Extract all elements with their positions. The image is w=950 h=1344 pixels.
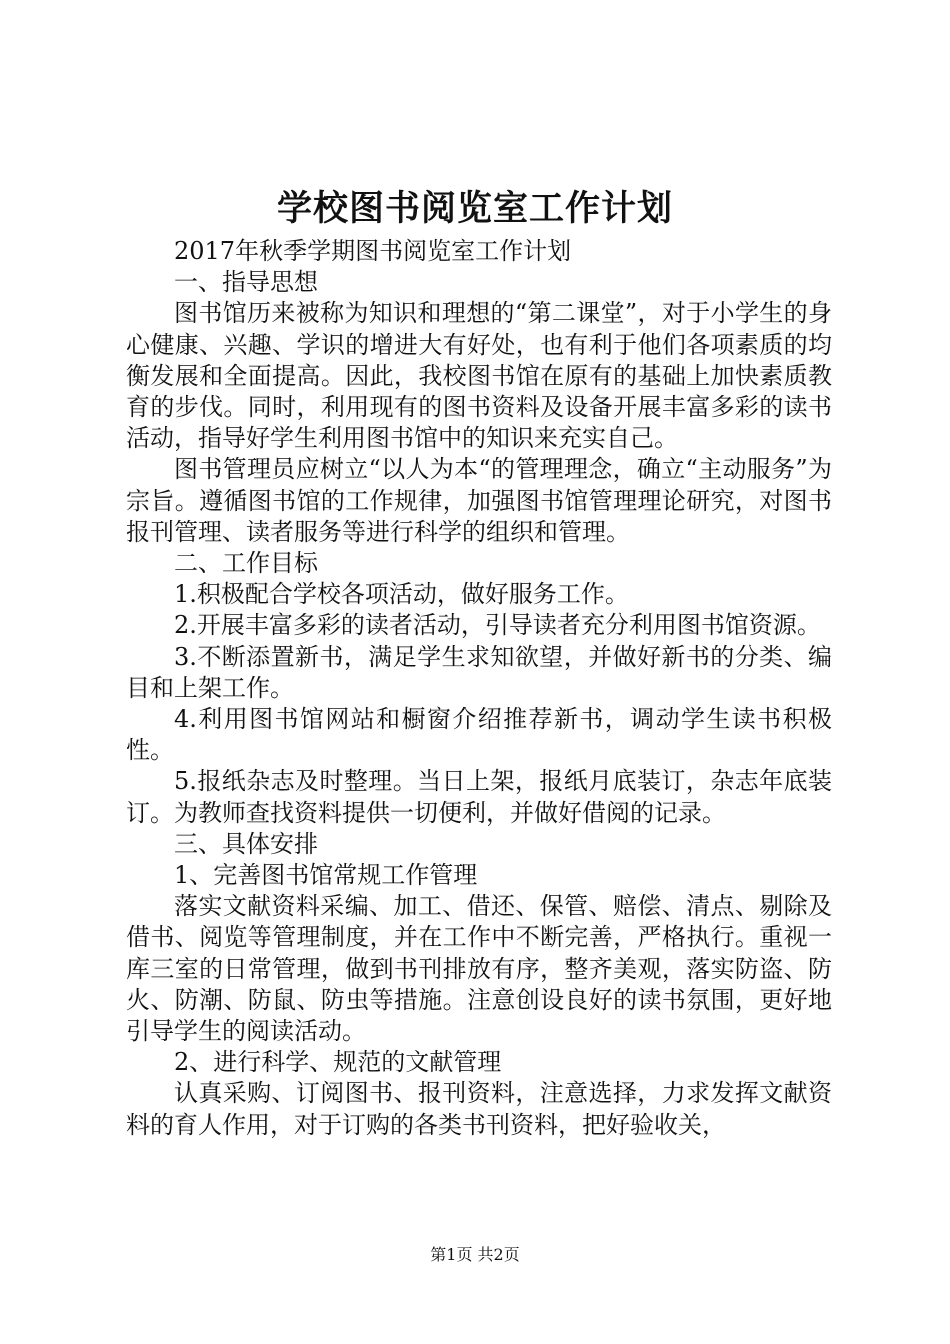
section-heading: 一、指导思想 xyxy=(174,268,318,297)
document-title: 学校图书阅览室工作计划 xyxy=(276,188,673,229)
list-item: 2.开展丰富多彩的读者活动，引导读者充分利用图书馆资源。 xyxy=(174,611,821,640)
list-item: 4.利用图书馆网站和橱窗介绍推荐新书，调动学生读书积极性。 xyxy=(126,705,832,765)
subtitle-paragraph: 2017年秋季学期图书阅览室工作计划 xyxy=(174,237,572,265)
page-number-footer: 第1页 共2页 xyxy=(430,1245,520,1264)
body-paragraph: 落实文献资料采编、加工、借还、保管、赔偿、清点、剔除及借书、阅览等管理制度，并在工作中不断完善，严格执行。重视一库三室的日常管理，做到书刊排放有序，整齐美观，落实防盗、防火、防潮、防鼠、防虫等措施。注意创设良好的读书氛围，更好地引导学生的阅读活动。 xyxy=(126,892,832,1046)
body-paragraph: 认真采购、订阅图书、报刊资料，注意选择，力求发挥文献资料的育人作用，对于订购的各类书刊资料，把好验收关， xyxy=(126,1079,832,1139)
list-item: 1.积极配合学校各项活动，做好服务工作。 xyxy=(174,580,629,609)
section-heading: 二、工作目标 xyxy=(174,549,318,578)
list-item: 3.不断添置新书，满足学生求知欲望，并做好新书的分类、编目和上架工作。 xyxy=(126,642,832,702)
body-paragraph: 图书管理员应树立“以人为本“的管理理念，确立“主动服务”为宗旨。遵循图书馆的工作规律，加强图书馆管理理论研究，对图书报刊管理、读者服务等进行科学的组织和管理。 xyxy=(126,455,832,546)
section-heading: 三、具体安排 xyxy=(174,829,318,858)
body-paragraph: 图书馆历来被称为知识和理想的“第二课堂”，对于小学生的身心健康、兴趣、学识的增进大有好处，也有利于他们各项素质的均衡发展和全面提高。因此，我校图书馆在原有的基础上加快素质教育的步伐。同时，利用现有的图书资料及设备开展丰富多彩的读书活动，指导好学生利用图书馆中的知识来充实自己。 xyxy=(126,299,832,453)
subsection-heading: 2、进行科学、规范的文献管理 xyxy=(174,1048,502,1077)
subsection-heading: 1、完善图书馆常规工作管理 xyxy=(174,861,478,890)
document-body xyxy=(126,236,832,1141)
list-item: 5.报纸杂志及时整理。当日上架，报纸月底装订，杂志年底装订。为教师查找资料提供一切便利，并做好借阅的记录。 xyxy=(126,767,832,827)
